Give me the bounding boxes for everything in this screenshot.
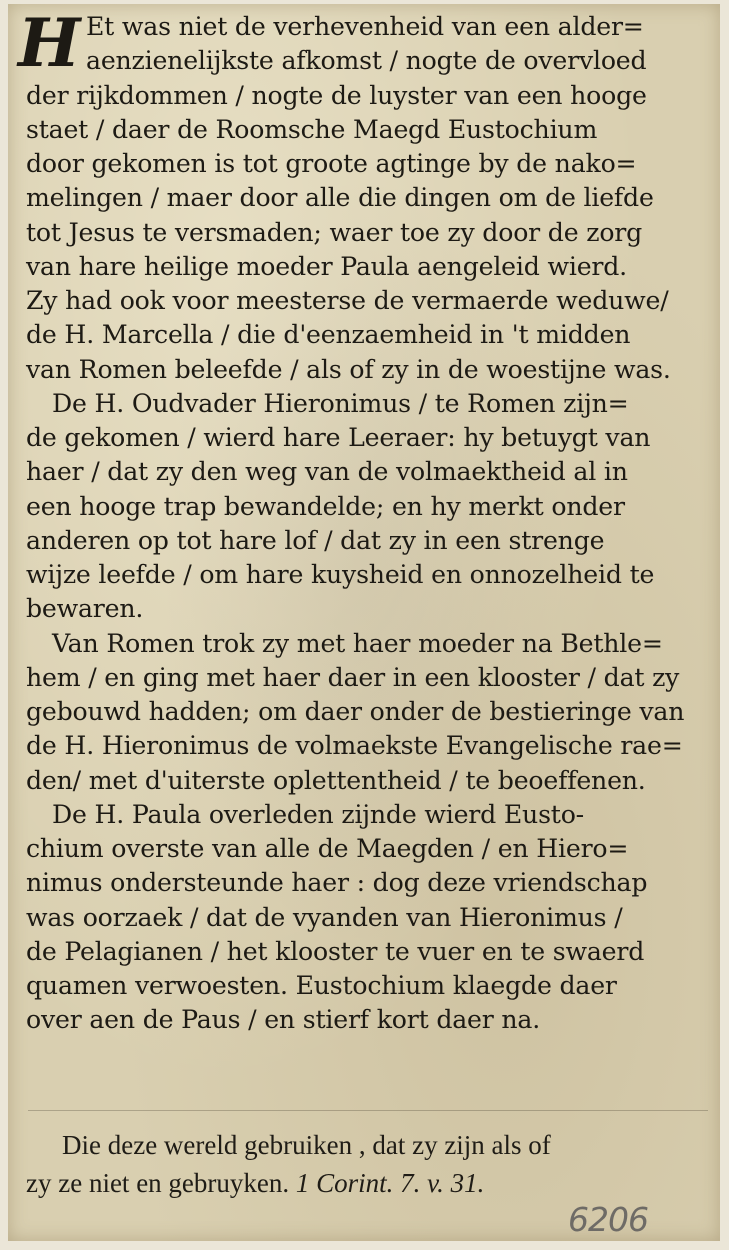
paragraph-start: De H. Oudvader Hieronimus / te Romen zijn= (52, 388, 629, 418)
bible-citation: 1 Corint. 7. v. 31. (295, 1168, 485, 1198)
text-line: een hooge trap bewandelde; en hy merkt onder (26, 491, 625, 521)
text-line: gebouwd hadden; om daer onder de bestieringe van (26, 697, 685, 726)
text-line: was oorzaek / dat de vyanden van Hieronimus / (26, 902, 623, 932)
text-line: Zy had ook voor meesterse de vermaerde weduwe/ (26, 286, 669, 315)
text-line: bewaren. (26, 594, 144, 624)
text-line: de Pelagianen / het klooster te vuer en te swaerd (26, 936, 645, 966)
text-line: wijze leefde / om hare kuysheid en onnozelheid te (26, 560, 655, 589)
body-text (26, 10, 712, 1038)
drop-cap: H (18, 4, 81, 82)
text-line: de H. Hieronimus de volmaekste Evangelische rae= (26, 731, 683, 761)
motto-line (26, 1164, 716, 1202)
catalog-number: 6206 (568, 1200, 648, 1239)
text-line: door gekomen is tot groote agtinge by de nako= (26, 149, 637, 178)
text-line: van hare heilige moeder Paula aengeleid wierd. (26, 251, 627, 281)
text-line: der rijkdommen / nogte de luyster van een hooge (26, 80, 647, 110)
motto-line: Die deze wereld gebruiken , dat zy zijn als of (62, 1130, 551, 1160)
paragraph-start: Van Romen trok zy met haer moeder na Bethle= (52, 628, 663, 658)
text-line: chium overste van alle de Maegden / en Hiero= (26, 834, 629, 863)
bible-motto (26, 1126, 716, 1202)
text-line: den/ met d'uiterste oplettentheid / te beoeffenen. (26, 765, 646, 795)
text-line: anderen op tot hare lof / dat zy in een strenge (26, 525, 605, 555)
divider (28, 1110, 708, 1111)
text-line: tot Jesus te versmaden; waer toe zy door de zorg (26, 217, 643, 247)
paragraph-start: De H. Paula overleden zijnde wierd Eusto- (52, 799, 584, 829)
text-line: quamen verwoesten. Eustochium klaegde daer (26, 971, 617, 1000)
text-line: nimus ondersteunde haer : dog deze vriendschap (26, 868, 648, 898)
text-line: staet / daer de Roomsche Maegd Eustochium (26, 114, 598, 144)
text-line: aenzienelijkste afkomst / nogte de overvloed (86, 46, 647, 76)
text-line: de H. Marcella / die d'eenzaemheid in 't midden (26, 320, 631, 350)
text-line: over aen de Paus / en stierf kort daer na. (26, 1005, 541, 1035)
motto-text: zy ze niet en gebruyken. (26, 1168, 290, 1198)
text-line: haer / dat zy den weg van de volmaektheid al in (26, 457, 628, 487)
text-line: melingen / maer door alle die dingen om de liefde (26, 183, 654, 213)
text-line: hem / en ging met haer daer in een klooster / dat zy (26, 662, 680, 692)
text-line: van Romen beleefde / als of zy in de woestijne was. (26, 354, 671, 384)
text-line: Et was niet de verhevenheid van een alder= (86, 12, 644, 41)
text-line: de gekomen / wierd hare Leeraer: hy betuygt van (26, 423, 651, 452)
paper-sheet (8, 4, 720, 1241)
